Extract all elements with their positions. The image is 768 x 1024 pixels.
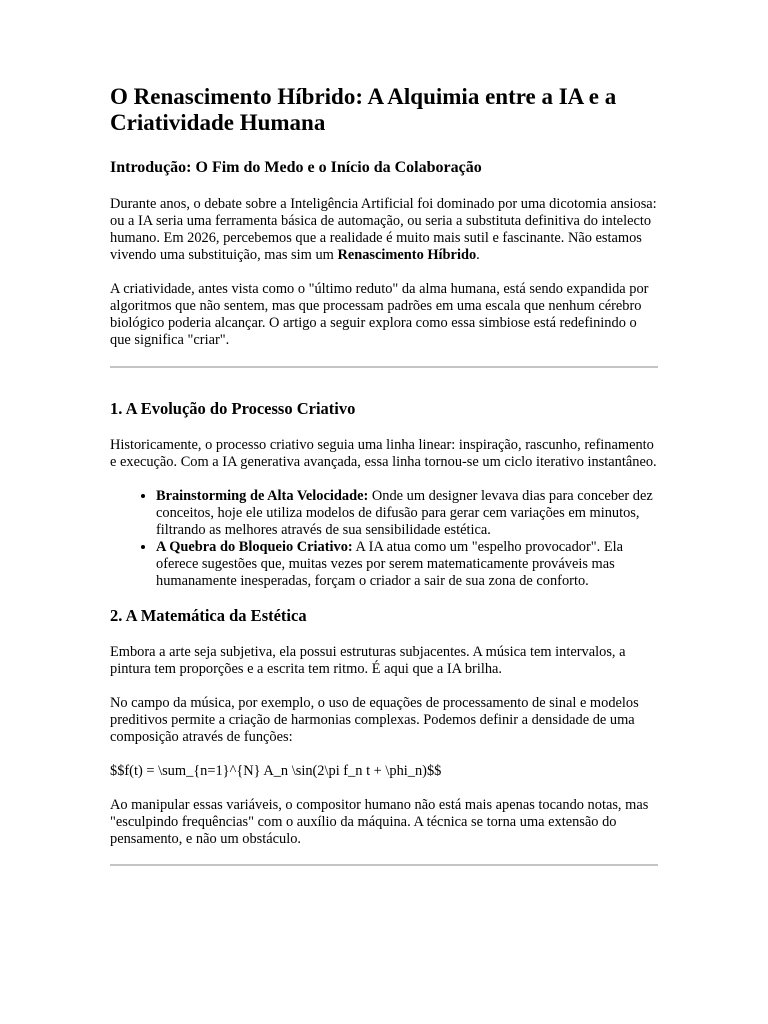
intro-paragraph-2: A criatividade, antes vista como o "último reduto" da alma humana, está sendo expandida por algoritmos que não sentem, mas que processam padrões em uma escala que nenhum cérebro biológico poderia alcançar. O artigo a seguir explora como essa simbiose está redefinindo o que significa "criar". xyxy=(110,281,649,348)
list-item-bold: Brainstorming de Alta Velocidade: xyxy=(156,488,369,504)
document-title: O Renascimento Híbrido: A Alquimia entre a IA e a Criatividade Humana xyxy=(110,84,617,135)
list-item-bold: A Quebra do Bloqueio Criativo: xyxy=(156,539,353,555)
section1-bullet-list xyxy=(110,488,658,590)
section1-heading: 1. A Evolução do Processo Criativo xyxy=(110,399,356,418)
intro-paragraph-1-bold: Renascimento Híbrido xyxy=(337,247,477,263)
intro-paragraph-1-end: . xyxy=(476,247,480,263)
section2-paragraph-2: No campo da música, por exemplo, o uso de equações de processamento de sinal e modelos preditivos permite a criação de harmonias complexas. Podemos definir a densidade de uma composição através de funções: xyxy=(110,695,639,745)
section2-paragraph-1: Embora a arte seja subjetiva, ela possui estruturas subjacentes. A música tem intervalos, a pintura tem proporções e a escrita tem ritmo. É aqui que a IA brilha. xyxy=(110,644,626,677)
section2-paragraph-3: Ao manipular essas variáveis, o compositor humano não está mais apenas tocando notas, mas "esculpindo frequências" com o auxílio da máquina. A técnica se torna uma extensão do pensamento, e não um obstáculo. xyxy=(110,797,649,847)
intro-heading: Introdução: O Fim do Medo e o Início da Colaboração xyxy=(110,159,482,176)
list-item xyxy=(156,488,658,539)
intro-paragraph-1-text: Durante anos, o debate sobre a Inteligência Artificial foi dominado por uma dicotomia ansiosa: ou a IA seria uma ferramenta básica de automação, ou seria a substituta definitiva do intelecto humano. Em 2026, percebemos que a realidade é muito mais sutil e fascinante. Não estamos vivendo uma substituição, mas sim um xyxy=(110,196,657,263)
section-divider xyxy=(110,864,658,866)
list-item-text: Onde um designer levava dias para conceber dez conceitos, hoje ele utiliza modelos de difusão para gerar cem variações em minutos, filtrando as melhores através de sua sensibilidade estética. xyxy=(156,488,653,538)
list-item xyxy=(156,539,658,590)
intro-paragraph-1 xyxy=(110,196,658,264)
section2-heading: 2. A Matemática da Estética xyxy=(110,606,307,625)
formula: $$f(t) = \sum_{n=1}^{N} A_n \sin(2\pi f_n t + \phi_n)$$ xyxy=(110,763,442,779)
list-item-text: A IA atua como um "espelho provocador". Ela oferece sugestões que, muitas vezes por serem matematicamente prováveis mas humanamente inesperadas, forçam o criador a sair de sua zona de conforto. xyxy=(156,539,624,589)
section-divider xyxy=(110,366,658,368)
section1-paragraph-1: Historicamente, o processo criativo seguia uma linha linear: inspiração, rascunho, refinamento e execução. Com a IA generativa avançada, essa linha tornou-se um ciclo iterativo instantâneo. xyxy=(110,437,657,470)
